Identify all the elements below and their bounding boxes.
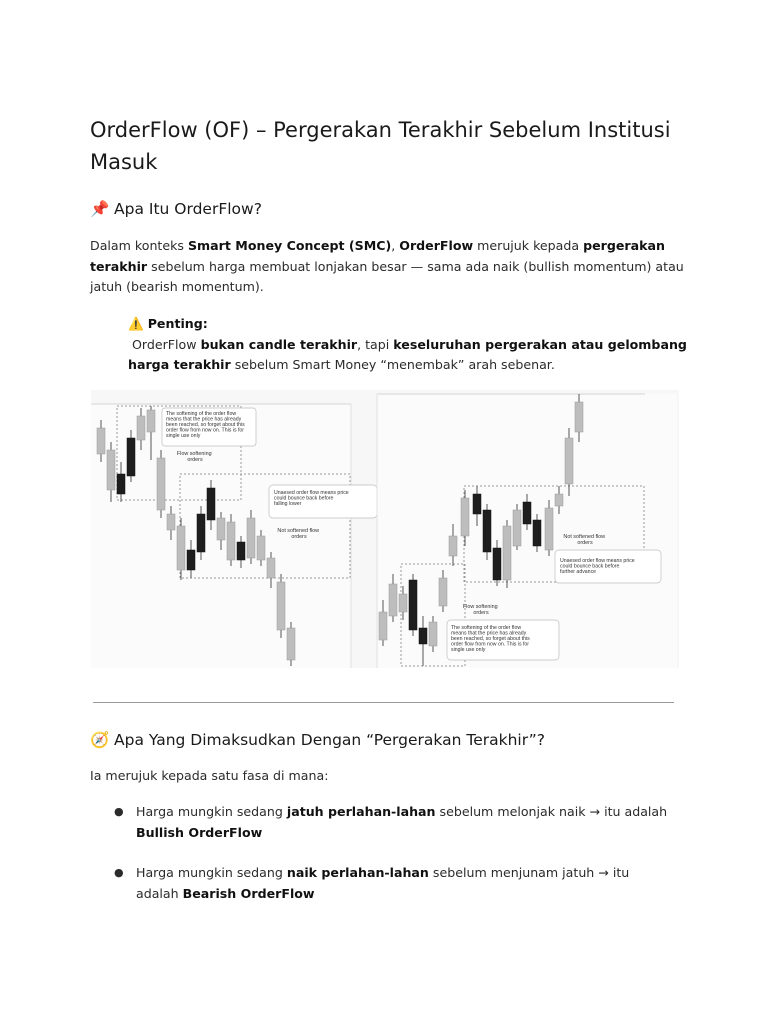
note-label-line (128, 314, 708, 335)
text-run: Dalam konteks (90, 238, 188, 253)
right-label-flow-softening: Flow softening orders (462, 604, 498, 616)
list-item (90, 802, 692, 843)
bullet-dot-icon: ● (114, 805, 124, 818)
bullish-candle (217, 518, 225, 540)
bold-not-last-candle: bukan candle terakhir (200, 336, 358, 352)
left-callout-1-text: The softening of the order flow means that the price has already been reached, so forget about this order flow from now on. This is for single use only (166, 411, 245, 439)
left-callout-2-text: Unaesed order flow means price could bounce back before falling lower (274, 490, 349, 507)
bullish-candle (513, 510, 521, 546)
bullish-candle (287, 628, 295, 660)
text-run: sebelum harga membuat lonjakan besar — sama ada naik (bullish momentum) atau jatuh (bearish momentum). (90, 258, 684, 294)
bullish-candle (177, 526, 185, 570)
bearish-candle (483, 510, 491, 552)
bullish-candle (575, 402, 583, 432)
list-item (90, 863, 636, 904)
bullish-candle (449, 536, 457, 556)
bold-bullish-orderflow: Bullish OrderFlow (136, 824, 263, 840)
orderflow-illustration (91, 390, 679, 668)
bullish-candle (107, 450, 115, 490)
bullish-candle (503, 526, 511, 580)
bearish-candle (237, 542, 245, 560)
left-chart-panel (91, 404, 377, 668)
bullish-candle (267, 558, 275, 578)
right-chart-panel (377, 394, 677, 668)
horizontal-divider (93, 702, 674, 703)
bullish-candle (137, 416, 145, 440)
text-run: , (391, 238, 400, 253)
bearish-candle (533, 520, 541, 546)
left-label-flow-softening: Flow softening orders (176, 451, 212, 463)
bold-last-move: pergerakan terakhir (90, 238, 665, 274)
bearish-candle (117, 474, 125, 494)
note-label: Penting: (147, 316, 208, 331)
bullish-candle (439, 578, 447, 606)
section-heading-text: Apa Yang Dimaksudkan Dengan “Pergerakan Terakhir”? (114, 731, 545, 749)
text-run: Harga mungkin sedang (136, 804, 287, 819)
bold-whole-movement: keseluruhan pergerakan atau gelombang harga terakhir (128, 336, 687, 372)
text-run: sebelum Smart Money “menembak” arah sebenar. (230, 357, 555, 372)
bold-rising-slowly: naik perlahan-lahan (286, 865, 429, 880)
bullish-candle (389, 584, 397, 616)
bullish-candle (545, 508, 553, 550)
text-run: sebelum melonjak naik → itu adalah (435, 804, 668, 819)
bearish-candle (187, 550, 195, 570)
text-run: merujuk kepada (473, 238, 584, 253)
bullish-candle (97, 428, 105, 454)
right-callout-2-text: The softening of the order flow means that the price has already been reached, so forget about this order flow from now on. This is for single use only (451, 625, 530, 653)
left-label-not-softened: Not softened flow orders (277, 528, 320, 540)
bullish-candle (429, 622, 437, 646)
bullish-candle (461, 498, 469, 536)
bearish-candle (207, 488, 215, 520)
bold-falling-slowly: jatuh perlahan-lahan (286, 804, 436, 819)
bullet-dot-icon: ● (114, 866, 124, 879)
bearish-candle (409, 580, 417, 630)
compass-icon: 🧭 (90, 731, 110, 749)
bullish-candle (147, 410, 155, 432)
bullish-candle (379, 612, 387, 640)
bullish-candle (277, 582, 285, 630)
bullish-candle (227, 522, 235, 560)
important-note (128, 314, 708, 376)
bullish-candle (167, 514, 175, 530)
bold-bearish-orderflow: Bearish OrderFlow (182, 885, 315, 901)
bearish-candle (473, 494, 481, 514)
section-heading-last-move (90, 729, 545, 751)
pushpin-icon: 📌 (90, 200, 110, 218)
warning-icon: ⚠️ (128, 316, 144, 331)
intro-paragraph (90, 236, 690, 298)
right-callout-1-text: Unaesed order flow means price could bounce back before further advance (560, 558, 635, 575)
bold-smc: Smart Money Concept (SMC) (187, 238, 392, 253)
bullish-candle (555, 494, 563, 506)
section-heading-text: Apa Itu OrderFlow? (114, 200, 262, 218)
bearish-candle (127, 438, 135, 476)
bullish-candle (257, 536, 265, 560)
bullish-candle (565, 438, 573, 484)
text-run: , tapi (357, 336, 394, 352)
bearish-candle (493, 548, 501, 580)
text-run: sebelum menjunam jatuh → itu adalah (136, 865, 630, 901)
section2-intro: Ia merujuk kepada satu fasa di mana: (90, 768, 329, 783)
bearish-candle (523, 502, 531, 524)
bold-orderflow: OrderFlow (399, 238, 474, 253)
text-run: OrderFlow (132, 336, 201, 352)
bullish-candle (157, 458, 165, 510)
bullish-candle (399, 594, 407, 612)
bearish-candle (197, 514, 205, 552)
section-heading-what-is-orderflow (90, 198, 262, 220)
orderflow-bullet-list (90, 802, 690, 924)
page-title: OrderFlow (OF) – Pergerakan Terakhir Sebelum Institusi Masuk (90, 118, 671, 174)
bearish-candle (419, 628, 427, 644)
right-label-not-softened: Not softened flow orders (563, 534, 606, 546)
bullish-candle (247, 518, 255, 558)
note-body (128, 335, 708, 376)
text-run: Harga mungkin sedang (136, 865, 287, 880)
orderflow-chart-image (91, 390, 679, 668)
